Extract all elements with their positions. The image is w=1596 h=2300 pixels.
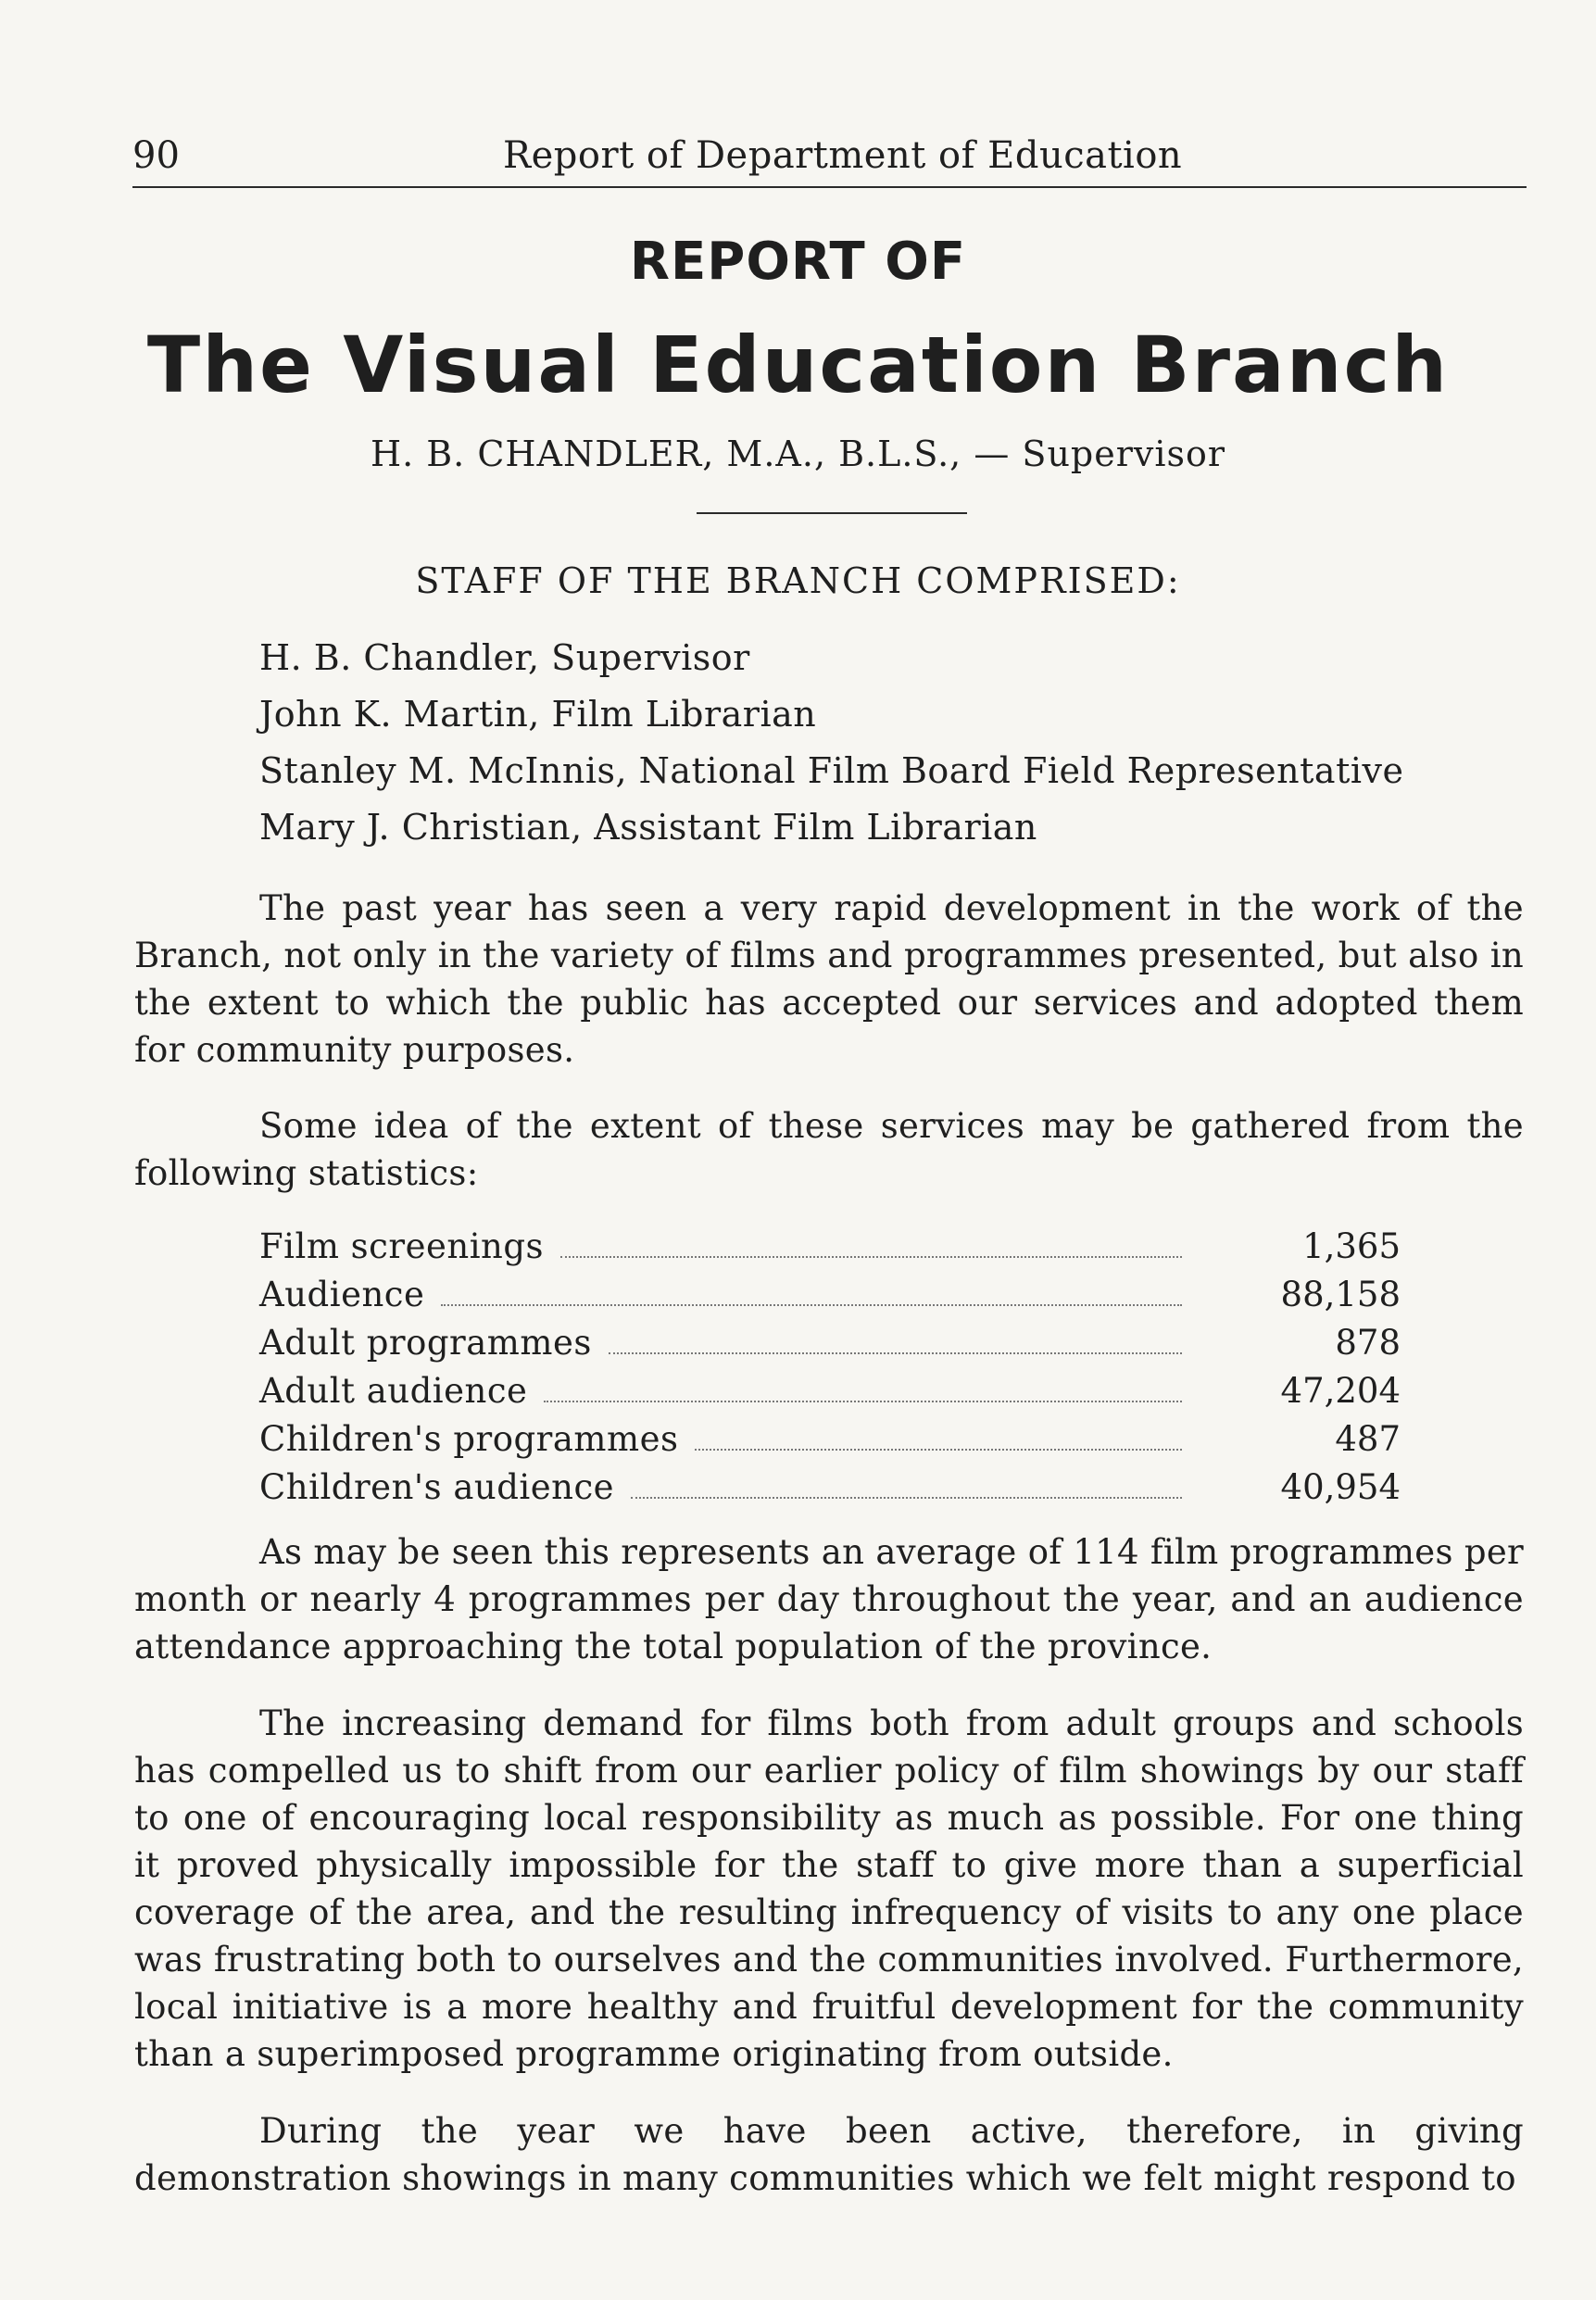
stat-label: Adult programmes [259,1323,592,1363]
stat-value: 1,365 [1302,1226,1401,1266]
stat-row [259,1367,1401,1415]
dot-leader [631,1497,1182,1499]
staff-member: Mary J. Christian, Assistant Film Librarian [259,807,1037,848]
staff-list [259,630,1403,856]
paragraph-development: The past year has seen a very rapid development in the work of the Branch, not only in the variety of films and programmes presented, but also in the extent to which the public has accepted our services and adopted them for community purposes. [134,888,1524,1070]
branch-title: The Visual Education Branch [146,320,1450,410]
section-divider [697,512,967,514]
paragraph-policy-shift: The increasing demand for films both from adult groups and schools has compelled us to shift from our earlier policy of film showings by our staff to one of encouraging local responsibility as much as possible. For one thing it proved physically impossible for the staff to give more than a superficial coverage of the area, and the resulting infrequency of visits to any one place was frustrating both to ourselves and the communities involved. Furthermore, local initiative is a more healthy and fruitful development for the community than a superimposed programme originating from outside. [134,1703,1524,2074]
stat-label: Children's audience [259,1467,615,1507]
paragraph-demonstrations: During the year we have been active, therefore, in giving demonstration showings in many communities which we felt might respond to [134,2111,1524,2198]
staff-member: John K. Martin, Film Librarian [259,694,817,735]
stat-row [259,1464,1401,1512]
stat-row [259,1319,1401,1367]
stat-value: 487 [1335,1419,1401,1459]
staff-heading: STAFF OF THE BRANCH COMPRISED: [415,560,1181,601]
stat-value: 47,204 [1280,1371,1401,1411]
stat-label: Film screenings [259,1226,545,1266]
stat-label: Adult audience [259,1371,528,1411]
dot-leader [441,1304,1182,1306]
stat-row [259,1223,1401,1271]
stat-row [259,1415,1401,1464]
paragraph-statistics-intro: Some idea of the extent of these services may be gathered from the following statistics: [134,1106,1524,1193]
stat-label: Audience [259,1275,425,1314]
running-title: Report of Department of Education [503,134,1183,177]
page-number: 90 [132,134,180,177]
stat-value: 878 [1335,1323,1401,1363]
supervisor-byline: H. B. CHANDLER, M.A., B.L.S., — Supervisor [370,434,1226,474]
statistics-table [259,1223,1401,1512]
dot-leader [609,1352,1182,1354]
report-heading: REPORT OF [629,232,967,292]
stat-row [259,1271,1401,1319]
dot-leader [560,1256,1182,1258]
staff-member: Stanley M. McInnis, National Film Board Field Representative [259,750,1404,791]
running-header [132,134,1527,188]
stat-value: 88,158 [1280,1275,1401,1314]
staff-member: H. B. Chandler, Supervisor [259,637,750,678]
stat-value: 40,954 [1280,1467,1401,1507]
paragraph-average: As may be seen this represents an average of 114 film programmes per month or nearly 4 programmes per day throughout the year, and an audience attendance approaching the total population of the province. [134,1532,1524,1666]
dot-leader [695,1449,1182,1451]
dot-leader [544,1401,1182,1402]
stat-label: Children's programmes [259,1419,679,1459]
